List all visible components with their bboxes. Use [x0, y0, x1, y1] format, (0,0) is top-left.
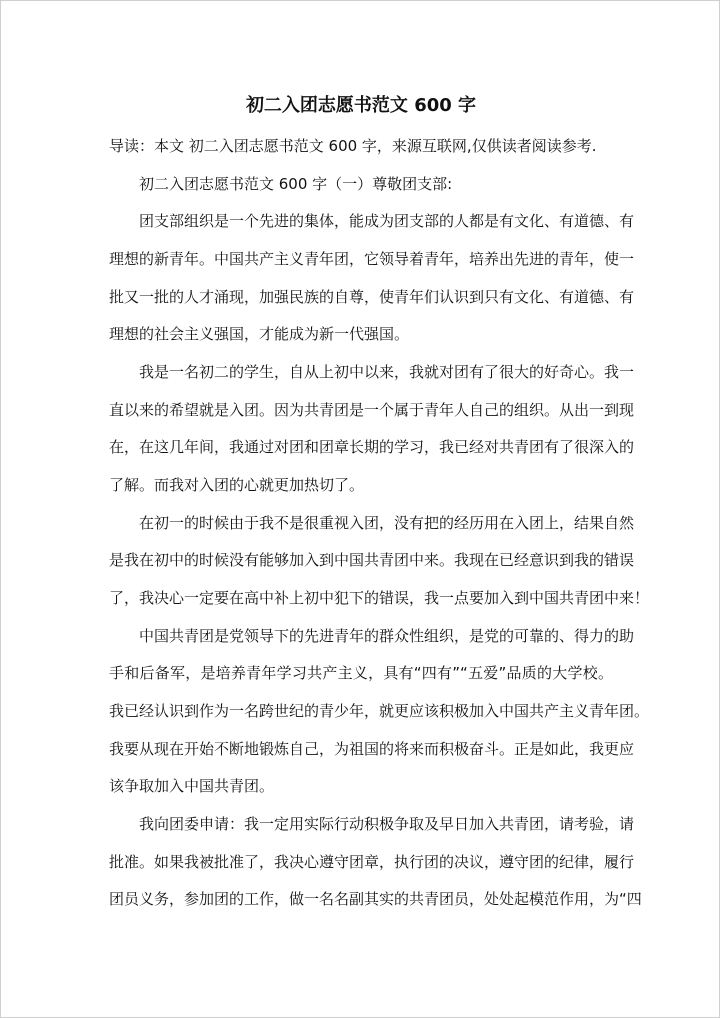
paragraph-line: 了，我决心一定要在高中补上初中犯下的错误，我一点要加入到中国共青团中来！ [109, 589, 650, 607]
paragraph-line: 直以来的希望就是入团。因为共青团是一个属于青年人自己的组织。从出一到现 [109, 401, 635, 419]
paragraph-line: 在初一的时候由于我不是很重视入团，没有把的经历用在入团上，结果自然 [139, 514, 635, 532]
section-heading: 初二入团志愿书范文 600 字（一）尊敬团支部: [139, 175, 453, 193]
paragraph-line: 了解。而我对入团的心就更加热切了。 [109, 476, 365, 494]
paragraph-line: 我已经认识到作为一名跨世纪的青少年，就更应该积极加入中国共产主义青年团。 [109, 702, 650, 720]
paragraph-line: 理想的社会主义强国，才能成为新一代强国。 [109, 325, 410, 343]
paragraph-line: 团员义务，参加团的工作，做一名名副其实的共青团员，处处起模范作用，为“四 [109, 890, 642, 908]
paragraph-line: 批准。如果我被批准了，我决心遵守团章，执行团的决议，遵守团的纪律，履行 [109, 853, 635, 871]
paragraph-line: 团支部组织是一个先进的集体，能成为团支部的人都是有文化、有道德、有 [139, 212, 635, 230]
paragraph-line: 批又一批的人才涌现，加强民族的自尊，使青年们认识到只有文化、有道德、有 [109, 288, 635, 306]
paragraph-line: 是我在初中的时候没有能够加入到中国共青团中来。我现在已经意识到我的错误 [109, 551, 635, 569]
paragraph-line: 理想的新青年。中国共产主义青年团，它领导着青年，培养出先进的青年，使一 [109, 250, 635, 268]
document-title: 初二入团志愿书范文 600 字 [245, 95, 477, 116]
paragraph-line: 该争取加入中国共青团。 [109, 777, 275, 795]
paragraph-line: 我向团委申请：我一定用实际行动积极争取及早日加入共青团，请考验，请 [139, 815, 635, 833]
paragraph-line: 我要从现在开始不断地锻炼自己，为祖国的将来而积极奋斗。正是如此，我更应 [109, 740, 635, 758]
paragraph-line: 中国共青团是党领导下的先进青年的群众性组织，是党的可靠的、得力的助 [139, 627, 635, 645]
paragraph-line: 手和后备军，是培养青年学习共产主义，具有“四有”“五爱”品质的大学校。 [109, 664, 613, 682]
paragraph-line: 我是一名初二的学生，自从上初中以来，我就对团有了很大的好奇心。我一 [139, 363, 635, 381]
paragraph-line: 在，在这几年间，我通过对团和团章长期的学习，我已经对共青团有了很深入的 [109, 438, 635, 456]
intro-text: 导读：本文 初二入团志愿书范文 600 字，来源互联网,仅供读者阅读参考. [109, 137, 597, 155]
